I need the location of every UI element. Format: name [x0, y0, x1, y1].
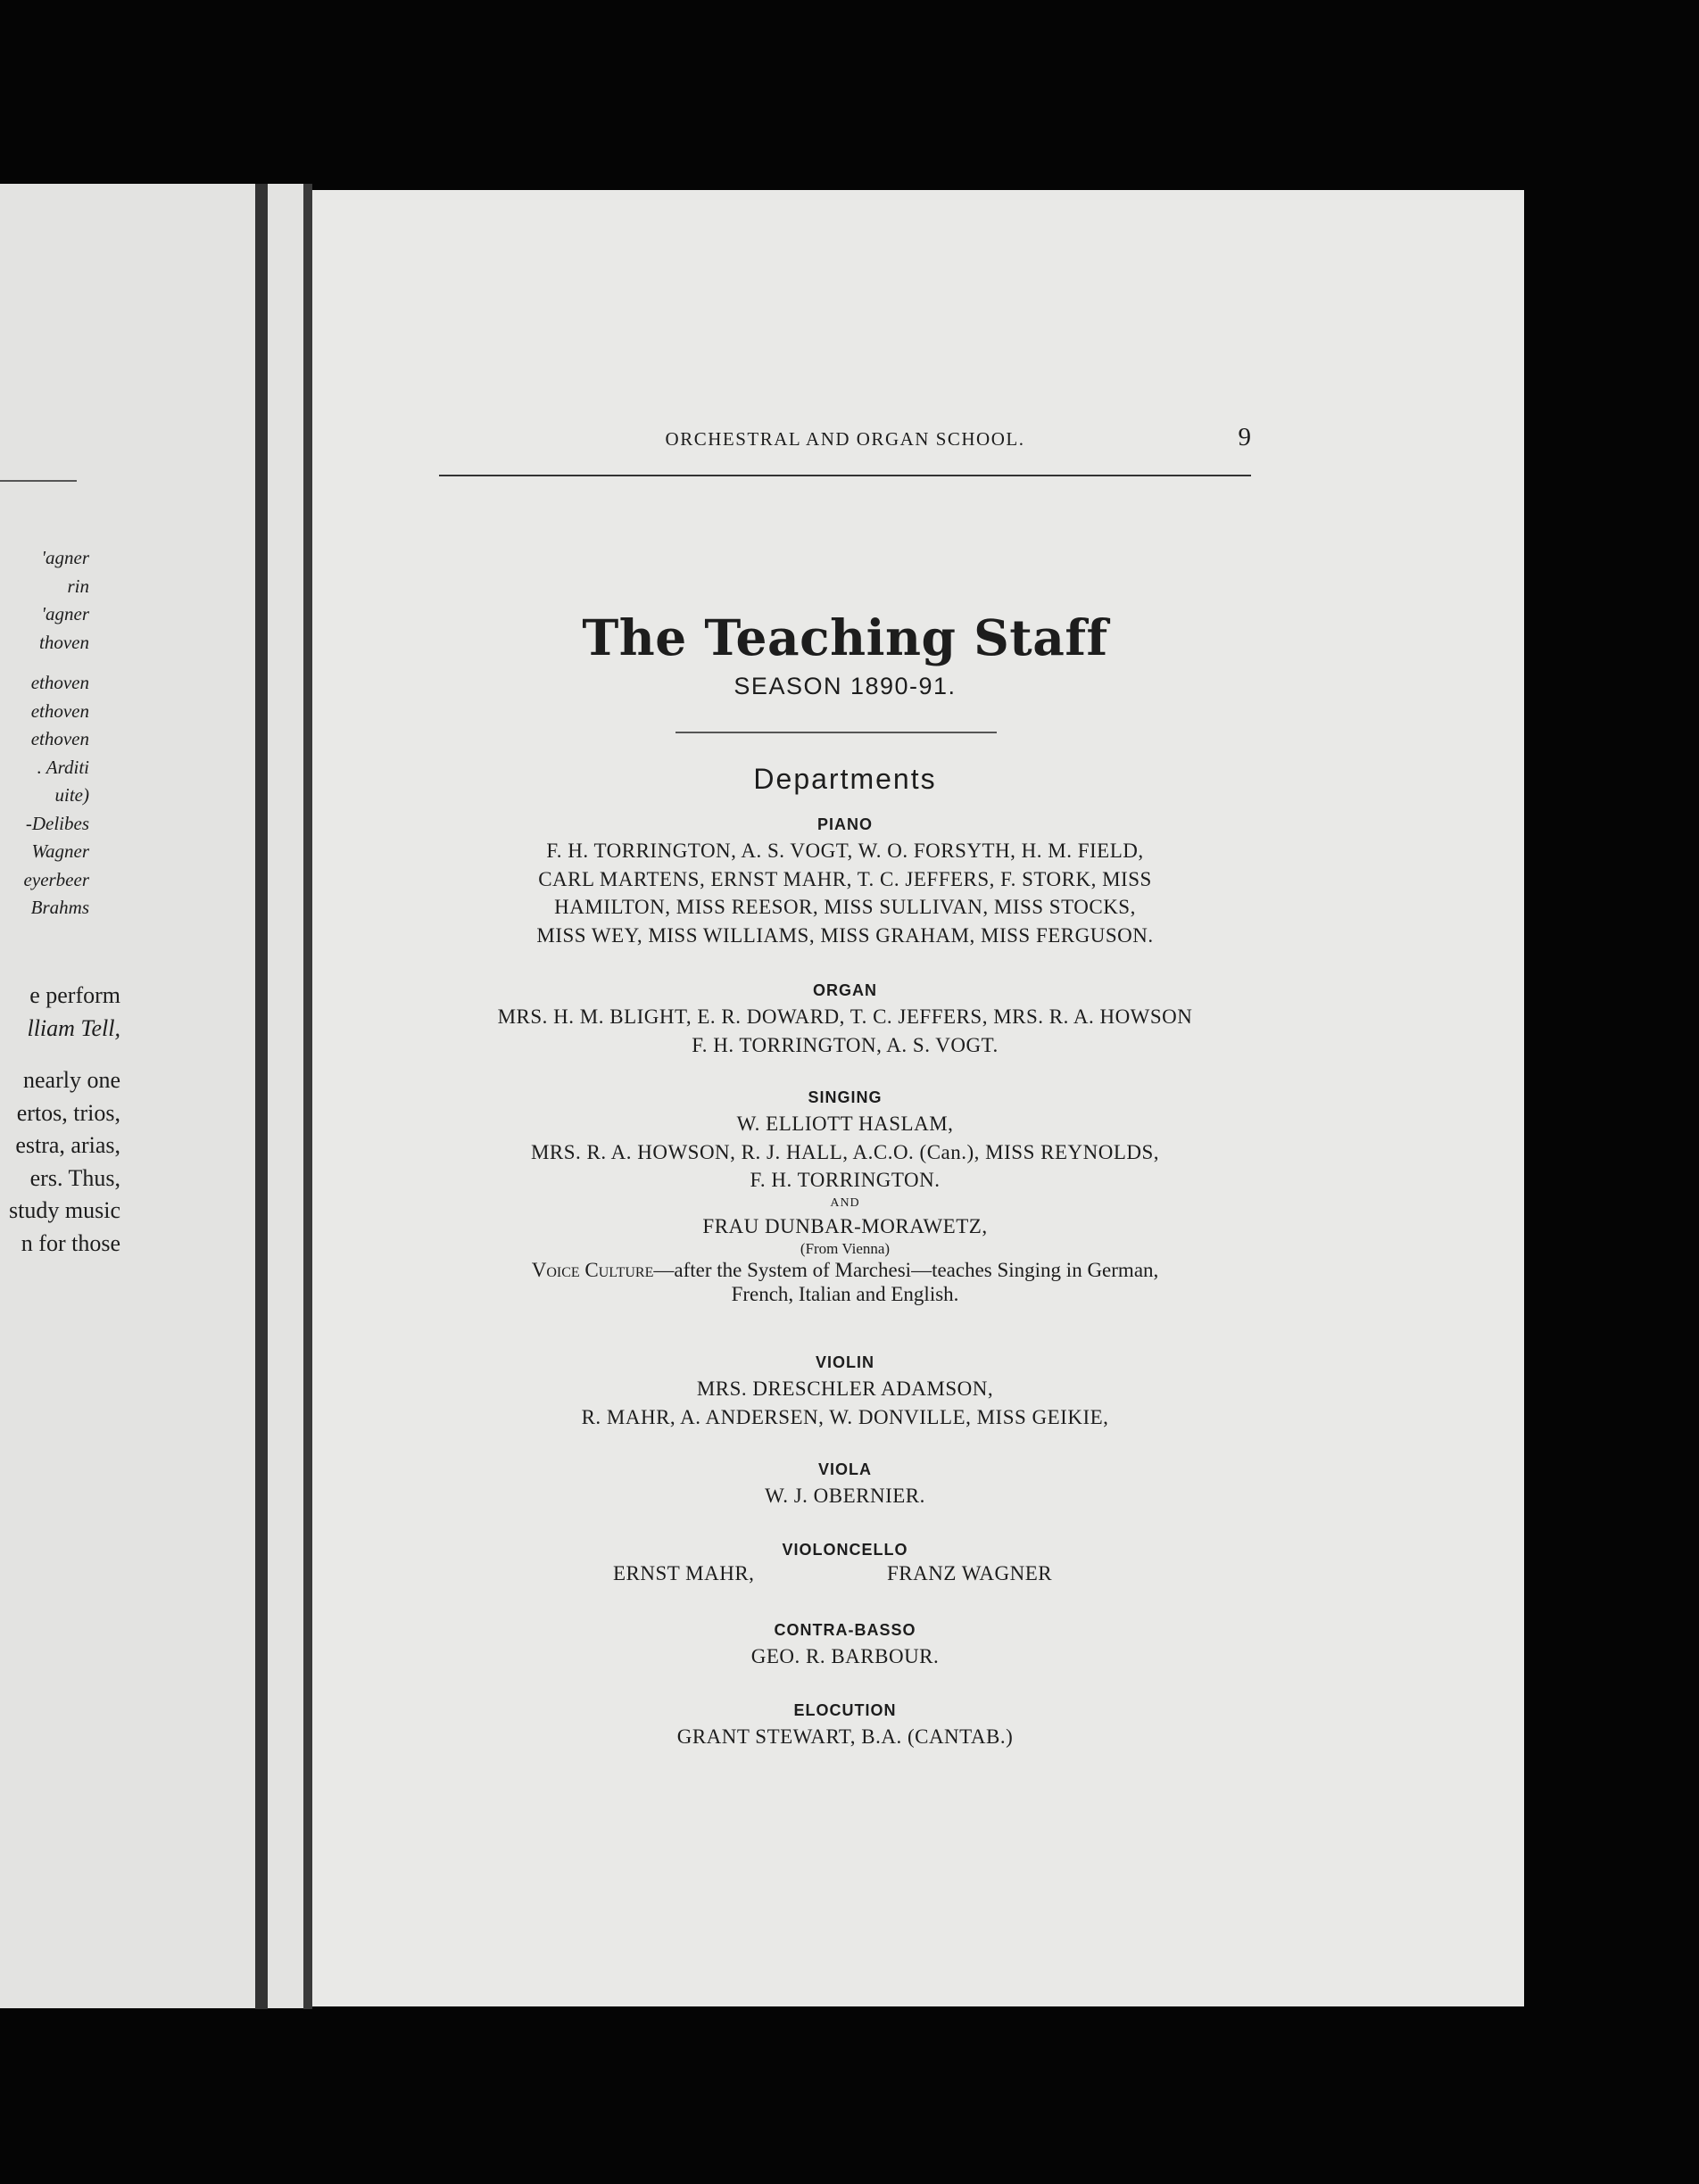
voice-culture-line [384, 1258, 1306, 1282]
and-label: AND [830, 1195, 860, 1210]
section-label: VIOLA [817, 1460, 872, 1478]
paragraph-line: n for those [21, 1229, 120, 1256]
list-item: thoven [39, 631, 89, 653]
section-viola [384, 1457, 1306, 1510]
staff-line: F. H. TORRINGTON. [750, 1169, 941, 1192]
list-item: -Delibes [25, 812, 89, 834]
staff-line: F. H. TORRINGTON, A. S. VOGT. [692, 1033, 999, 1056]
staff-line: GEO. R. BARBOUR. [750, 1645, 940, 1667]
voice-culture-label: Voice Culture [531, 1259, 654, 1282]
violoncello-staff-row [384, 1562, 1306, 1591]
section-violoncello [384, 1537, 1306, 1591]
staff-line: MRS. R. A. HOWSON, R. J. HALL, A.C.O. (Can.), MISS REYNOLDS, [530, 1140, 1160, 1163]
staff-line: R. MAHR, A. ANDERSEN, W. DONVILLE, MISS GEIKIE, [581, 1405, 1109, 1428]
paragraph-line: study music [9, 1197, 120, 1223]
list-item: Brahms [30, 897, 89, 918]
section-contrabasso [384, 1617, 1306, 1671]
list-item: . Arditi [37, 756, 89, 778]
running-title: ORCHESTRAL AND ORGAN SCHOOL. [665, 428, 1025, 450]
paragraph-line: lliam Tell, [27, 1014, 120, 1041]
staff-line: HAMILTON, MISS REESOR, MISS SULLIVAN, MISS STOCKS, [554, 896, 1136, 919]
staff-line: FRAU DUNBAR-MORAWETZ, [702, 1214, 988, 1237]
staff-name: FRANZ WAGNER [887, 1562, 1053, 1584]
paragraph-line: e perform [29, 982, 120, 1008]
section-label: ORGAN [813, 981, 877, 999]
left-page-rule [0, 480, 77, 482]
title-divider [675, 732, 997, 733]
list-item: 'agner [41, 603, 89, 625]
staff-name: ERNST MAHR, [613, 1562, 755, 1584]
section-organ [384, 978, 1306, 1059]
page-edge [303, 184, 312, 2009]
list-item: eyerbeer [23, 868, 89, 890]
list-item: rin [67, 575, 89, 597]
origin-note: (From Vienna) [800, 1240, 891, 1258]
section-violin [384, 1350, 1306, 1431]
departments-heading: Departments [753, 763, 937, 795]
list-item: 'agner [41, 547, 89, 568]
section-label: PIANO [816, 815, 873, 833]
paragraph-line: nearly one [22, 1067, 120, 1093]
staff-line: CARL MARTENS, ERNST MAHR, T. C. JEFFERS, F. STORK, MISS [538, 867, 1152, 890]
section-label: VIOLONCELLO [782, 1541, 908, 1559]
section-label: ELOCUTION [793, 1701, 897, 1719]
section-piano [384, 812, 1306, 949]
section-label: VIOLIN [815, 1353, 874, 1371]
section-label: CONTRA-BASSO [774, 1621, 916, 1639]
page-header [439, 423, 1251, 476]
left-page-list [0, 544, 89, 922]
paragraph-line: ers. Thus, [29, 1164, 120, 1191]
list-item: ethoven [30, 672, 89, 693]
list-item: uite) [54, 784, 89, 806]
season-subtitle: SEASON 1890-91. [733, 673, 957, 699]
voice-culture-text: —after the System of Marchesi—teaches Singing in German, [653, 1259, 1159, 1282]
staff-line: MRS. H. M. BLIGHT, E. R. DOWARD, T. C. JEFFERS, MRS. R. A. HOWSON [497, 1005, 1193, 1028]
page-number: 9 [1238, 423, 1251, 451]
staff-line: MISS WEY, MISS WILLIAMS, MISS GRAHAM, MISS FERGUSON. [536, 923, 1154, 947]
section-label: SINGING [808, 1088, 883, 1106]
staff-line: MRS. DRESCHLER ADAMSON, [696, 1377, 994, 1400]
staff-line: GRANT STEWART, B.A. (CANTAB.) [676, 1725, 1014, 1748]
voice-culture-line-2: French, Italian and English. [731, 1283, 959, 1306]
paragraph-line: estra, arias, [15, 1132, 120, 1158]
book-spine [255, 184, 268, 2009]
staff-line: W. J. OBERNIER. [765, 1485, 925, 1507]
paragraph-line: ertos, trios, [16, 1099, 120, 1126]
staff-line: F. H. TORRINGTON, A. S. VOGT, W. O. FORSYTH, H. M. FIELD, [546, 840, 1144, 862]
section-singing [384, 1085, 1306, 1306]
left-page-paragraph [0, 980, 120, 1260]
list-item: ethoven [30, 728, 89, 749]
staff-line: W. ELLIOTT HASLAM, [736, 1113, 954, 1135]
list-item: Wagner [31, 840, 89, 862]
list-item: ethoven [30, 699, 89, 722]
section-elocution [384, 1698, 1306, 1751]
page-title: The Teaching Staff [582, 608, 1108, 666]
